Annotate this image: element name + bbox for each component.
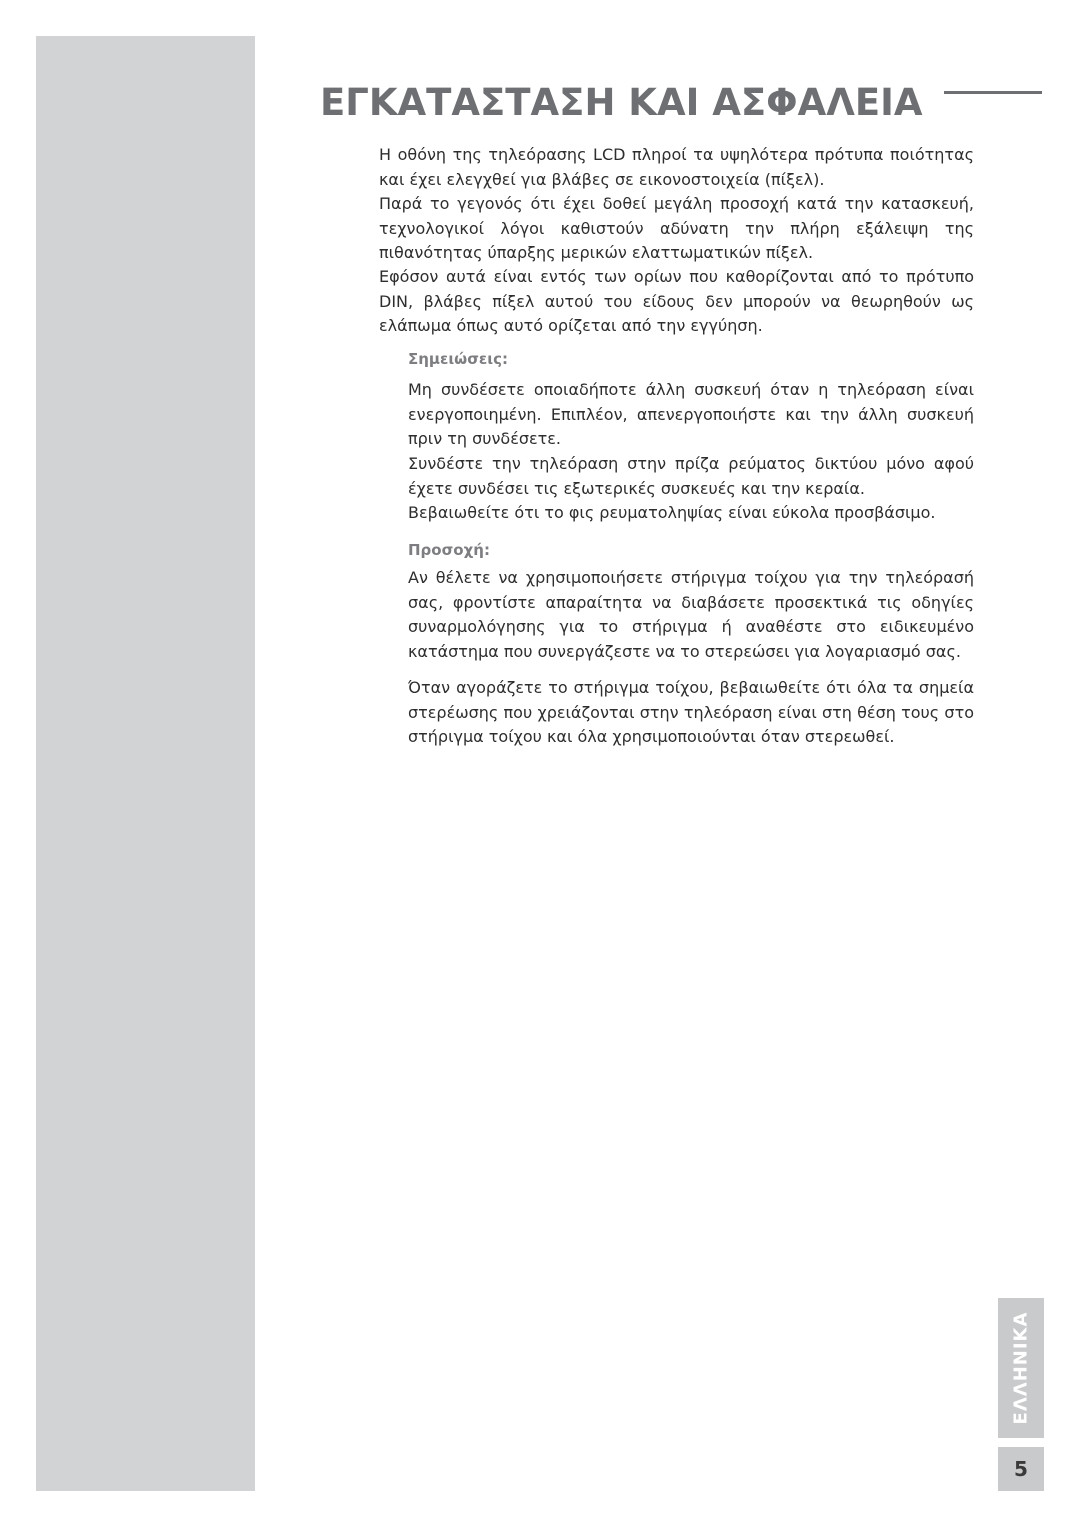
intro-paragraph-1: Η οθόνη της τηλεόρασης LCD πληροί τα υψηλότερα πρότυπα ποιότητας και έχει ελεγχθεί για βλάβες σε εικονοστοιχεία (πίξελ). (379, 145, 974, 189)
page-number-box (998, 1447, 1044, 1491)
language-label: ΕΛΛΗΝΙΚΑ (1010, 1311, 1032, 1425)
notes-paragraph-2: Συνδέστε την τηλεόραση στην πρίζα ρεύματος δικτύου μόνο αφού έχετε συνδέσει τις εξωτερικές συσκευές και την κεραία. (408, 454, 974, 498)
language-tab (998, 1298, 1044, 1438)
caution-paragraph-1: Αν θέλετε να χρησιμοποιήσετε στήριγμα τοίχου για την τηλεόρασή σας, φροντίστε απαραίτητα να διαβάσετε προσεκτικά τις οδηγίες συναρμολόγησης για το στήριγμα ή αναθέστε στο ειδικευμένο κατάστημα που συνεργάζεστε να το στερεώσει για λογαριασμό σας. (408, 568, 974, 661)
intro-paragraph-3: Εφόσον αυτά είναι εντός των ορίων που καθορίζονται από το πρότυπο DIN, βλάβες πίξελ αυτού του είδους δεν μπορούν να θεωρηθούν ως ελάπωμα όπως αυτό ορίζεται από την εγγύηση. (379, 267, 974, 335)
page-title: ΕΓΚΑΤΑΣΤΑΣΗ ΚΑΙ ΑΣΦΑΛΕΙΑ (320, 80, 923, 124)
intro-paragraph-2: Παρά το γεγονός ότι έχει δοθεί μεγάλη προσοχή κατά την κατασκευή, τεχνολογικοί λόγοι καθιστούν αδύνατη την πλήρη εξάλειψη της πιθανότητας ύπαρξης μερικών ελαττωματικών πίξελ. (379, 194, 974, 262)
caution-heading: Προσοχή: (408, 541, 490, 559)
side-band (36, 36, 255, 1491)
page-number: 5 (1014, 1457, 1028, 1481)
page-header (320, 58, 1042, 124)
notes-heading: Σημειώσεις: (408, 350, 508, 368)
notes-paragraph-3: Βεβαιωθείτε ότι το φις ρευματοληψίας είναι εύκολα προσβάσιμο. (408, 503, 936, 522)
caution-paragraph-2: Όταν αγοράζετε το στήριγμα τοίχου, βεβαιωθείτε ότι όλα τα σημεία στερέωσης που χρειάζονται στην τηλεόραση είναι στη θέση τους στο στήριγμα τοίχου και όλα χρησιμοποιούνται όταν στερεωθεί. (408, 678, 974, 746)
notes-paragraph-1: Μη συνδέσετε οποιαδήποτε άλλη συσκευή όταν η τηλεόραση είναι ενεργοποιημένη. Επιπλέον, απενεργοποιήστε και την άλλη συσκευή πριν τη συνδέσετε. (408, 380, 974, 448)
title-rule (944, 91, 1042, 94)
